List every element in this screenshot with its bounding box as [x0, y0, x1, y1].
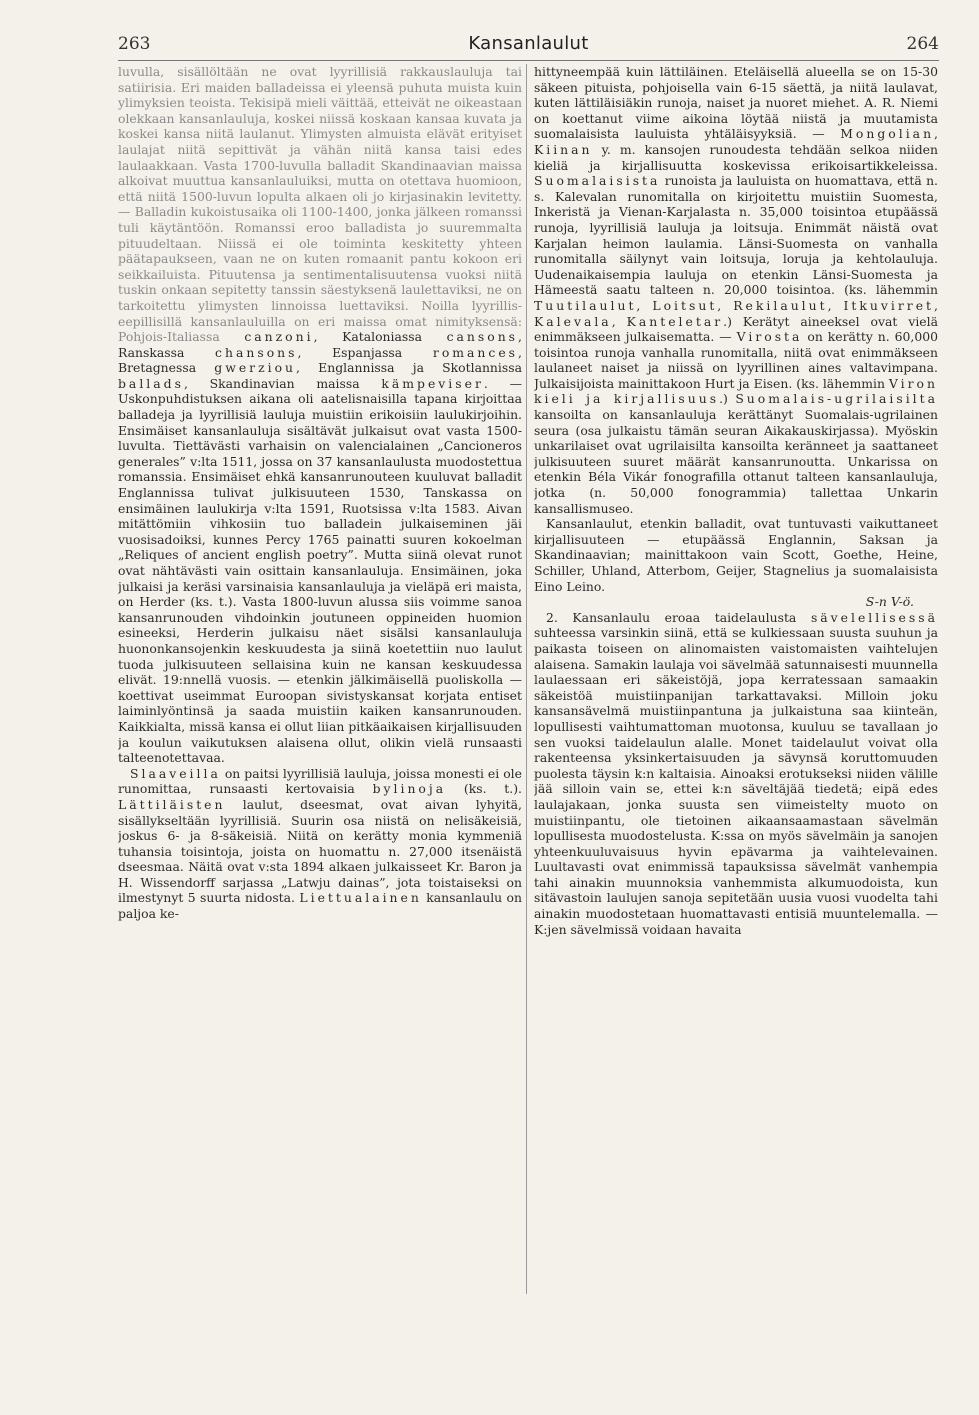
paragraph: Slaaveilla on paitsi lyyrillisiä lauluja, joissa monesti ei ole runomittaa, runsaasti kertovaisia bylinoja (ks. t.). Lättiläisten laulut, dseesmat, ovat aivan lyhyitä, sisällykseltään lyyrillisiä. Suurin osa niistä on nelisäkeisiä, joskus 6- ja 8-säkeisiä. Niitä on kerätty monia kymmeniä tuhansia toisintoja, joista on huomattu n. 27,000 itsenäistä dseesmaa. Näitä ovat v:sta 1894 alkaen julkaisseet Kr. Baron ja H. Wissendorff sarjassa „Latwju dainas”, jota toistaiseksi on ilmestynyt 5 suurta nidosta. Liettualainen kansanlaulu on paljoa ke- [118, 765, 522, 922]
paragraph: Kansanlaulut, etenkin balladit, ovat tuntuvasti vaikuttaneet kirjallisuuteen — etupäässä Englannin, Saksan ja Skandinaavian; mainittakoon vain Scott, Goethe, Heine, Schiller, Uhland, Atterbom, Geijer, Stagnelius ja suomalaisista Eino Leino. [534, 516, 938, 594]
right-page-number: 264 [906, 34, 939, 54]
left-page-number: 263 [118, 34, 151, 54]
left-column [118, 64, 522, 1304]
column-divider [526, 64, 527, 1294]
page-header [118, 30, 939, 61]
running-title: Kansanlaulut [468, 33, 589, 54]
paragraph: luvulla, sisällöltään ne ovat lyyrillisiä rakkauslauluja tai satiirisia. Eri maiden balladeissa ei yleensä puhuta muista kuin ylimyksien teoista. Tekisipä mieli väittää, etteivät ne oikeastaan olekkaan kansanlauluja, koskei niissä koskaan kansaa kuvata ja koskei kansa niitä laulanut. Ylimysten almuista elävät erityiset laulajat niitä sepittivät ja vähän niitä kansa taisi edes laulaakkaan. Vasta 1700-luvulla balladit Skandinaavian maissa alkoivat muuttua kansanlauluiksi, mutta on otettava huomioon, että niitä 1500-luvun lopulta alkaen oli jo kirjasinakin levitetty. — Balladin kukoistusaika oli 1100-1400, jonka jälkeen romanssi tuli käytäntöön. Romanssi eroo balladista jo suuremmalta pituudeltaan. Niissä ei ole toiminta keskitetty yhteen päätapaukseen, vaan ne on kuten romaanit pantu kokoon eri seikkailuista. Pituutensa ja sentimentalisuutensa vuoksi niitä tuskin onkaan sepitetty tanssin säestyksenä laulettaviksi, ne on tarkoitettu ylimysten linnoissa luettaviksi. Noilla lyyrillis-eepillisillä kansanlauluilla on eri maissa omat nimityksensä: Pohjois-Italiassa canzoni, Kataloniassa cansons, Ranskassa chansons, Espanjassa romances, Bretagnessa gwerziou, Englannissa ja Skotlannissa ballads, Skandinavian maissa kämpeviser. — Uskonpuhdistuksen aikana oli aatelisnaisilla tapana kirjoittaa balladeja ja lyyrillisiä lauluja muistiin erikoisiin laulukirjoihin. Ensimäiset kansanlauluja sisältävät julkaisut ovat vasta 1500-luvulta. Tiettävästi varhaisin on valencialainen „Cancioneros generales” v:lta 1511, jossa on 37 kansanlaulusta muodostettua romanssia. Ensimäiset ehkä kansanrunouteen kuuluvat balladit Englannissa tulivat julkisuuteen 1530, Tanskassa on ensimäinen laulukirja v:lta 1591, Ruotsissa v:lta 1583. Aivan mitättömiin vihkosiin tuo balladein julkaiseminen jäi vuosisadoiksi, kunnes Percy 1765 painatti suuren kokoelman „Reliques of ancient english poetry”. Mutta siinä olevat runot ovat nähtävästi vain osittain kansanlauluja. Ensimäinen, joka julkaisi ja keräsi varsinaisia kansanlauluja ja vieläpä eri maista, on Herder (ks. t.). Vasta 1800-luvun alussa siis voimme sanoa kansanrunouden vihdoinkin joutuneen oppineiden huomion esineeksi, Herderin julkaisu näet sisälsi kansanlauluja huononkansojenkin keskuudesta ja siinä koetettiin nuo laulut tuoda julkisuuteen sellaisina kuin ne kansan keskuudessa elivät. 19:nnellä vuosis. — etenkin jälkimäisellä puoliskolla — koettivat useimmat Euroopan sivistyskansat korjata entiset laiminlyöntinsä ja saada muistiin kaiken kansanrunouden. Kaikkialta, missä kansa ei ollut liian pitkäaikaisen kirjallisuuden ja koulun vaikutuksen alaisena ollut, olikin vielä runsaasti talteenotettavaa. [118, 64, 522, 766]
paragraph: hittyneempää kuin lättiläinen. Eteläisellä alueella se on 15-30 säkeen pituista, pohjoisella vain 6-15 säettä, ja niitä laulavat, kuten lättiläisiäkin runoja, naiset ja nuoret miehet. A. R. Niemi on koettanut viime aikoina löytää niistä ja muutamista suomalaisista lauluista yhtäläisyyksiä. — Mongolian, Kiinan y. m. kansojen runoudesta tehdään selkoa niiden kieliä ja kirjallisuutta koskevissa erikoisartikkeleissa. Suomalaisista runoista ja lauluista on huomattava, että n. s. Kalevalan runomitalla on kirjoitettu muistiin Suomesta, Inkeristä ja Vienan-Karjalasta n. 35,000 toisintoa etupäässä runoja, lyyrillisiä lauluja ja loitsuja. Enimmät näistä ovat Karjalan heimon laulamia. Länsi-Suomesta on vanhalla runomitalla säilynyt vain loitsuja, loruja ja kehtolauluja. Uudenaikaisempia lauluja on etenkin Länsi-Suomesta ja Hämeestä saatu talteen n. 20,000 toisintoa. (ks. lähemmin Tuutilaulut, Loitsut, Rekilaulut, Itkuvirret, Kalevala, Kanteletar.) Kerätyt aineeksel ovat vielä enimmäkseen julkaisematta. — Virosta on kerätty n. 60,000 toisintoa runoja vanhalla runomitalla, niitä ovat enimmäkseen laulaneet naiset ja niissä on lyyrillinen aines valtavimpana. Julkaisijoista mainittakoon Hurt ja Eisen. (ks. lähemmin Viron kieli ja kirjallisuus.) Suomalais-ugrilaisilta kansoilta on kansanlauluja kerättänyt Suomalais-ugrilainen seura (osa julkaistu tämän seuran Aikakauskirjassa). Myöskin unkarilaiset ovat ugrilaisilta kansoilta keränneet ja saattaneet julkisuuteen suuret määrät kansanrunoutta. Unkarissa on etenkin Béla Vikár fonografilla ottanut talteen kansanlauluja, jotka (n. 50,000 fonogrammia) tallettaa Unkarin kansallismuseo. [534, 64, 938, 516]
paragraph: 2. Kansanlaulu eroaa taidelaulusta sävelellisessä suhteessa varsinkin siinä, että se kulkiessaan suusta suuhun ja paikasta toiseen on alinomaisten vaistomaisten vaihtelujen alaisena. Samakin laulaja voi sävelmää satunnaisesti muunnella laulaessaan eri säkeistöjä, jopa kerratessaan samaakin säkeistöä muistiinpanijan tarkattavaksi. Milloin joku kansansävelmä muistiinpantuna ja julkaistuna saa kiinteän, lopullisesti vaihtumattoman muotonsa, kuuluu se tavallaan jo sen vuoksi taidelaulun alalle. Monet taidelaulut voivat olla rakenteensa yksinkertaisuuden ja sävynsä koruttomuuden puolesta täysin k:n kaltaisia. Ainoaksi erotukseksi niiden välille jää silloin vain se, ettei k:n säveltäjää tiedetä; eipä edes laulajakaan, jonka suusta sen viimeistelty muoto on muistiinpantu, ole tietoinen aikaansaamastaan sävelmän lopullisesta muodostelusta. K:ssa on myös sävelmäin ja sanojen yhteenkuuluvaisuus hyvin epävarma ja vaihtelevainen. Luultavasti ovat enimmissä tapauksissa sävelmät vanhempia tahi ainakin muunnoksia vanhemmista alkumuodoista, kun sitävastoin laulujen sanoja sepitetään uusia vuosi vuodelta tahi ainakin muodostetaan huomattavasti entisiä muuntelemalla. — K:jen sävelmissä voidaan havaita [534, 609, 938, 937]
author-signature: S-n V-ö. [865, 594, 914, 610]
right-column [534, 64, 938, 1304]
